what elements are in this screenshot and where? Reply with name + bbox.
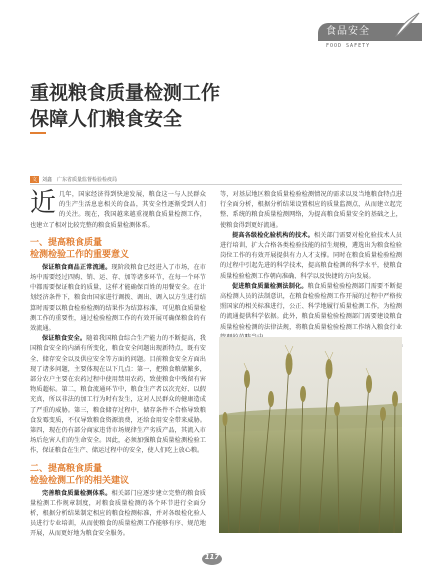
intro-paragraph	[30, 190, 206, 231]
left-column	[30, 190, 206, 540]
para-lead: 提高各级检化验机构的技术。	[232, 231, 314, 239]
article-title-line2: 保障人们粮食安全	[30, 108, 183, 130]
author-tag: 文	[32, 177, 38, 183]
section-2-num: 二、提高粮食质量	[30, 463, 103, 474]
para-lead: 完善粮食质量检测体系。	[42, 489, 112, 497]
drop-cap: 近	[30, 188, 57, 218]
banner-category: 食品安全	[326, 26, 370, 37]
section-2-title: 检验检测工作的相关建议	[30, 475, 130, 486]
para-text: 现阶段粮食已经进入了市场，在市场中需要经过四购、销、运、存、加等诸多环节，在每一个环节中都需要保证粮食的质量，这样才能确保百姓的用餐安全。在计划经济条件下，粮食由国家进行调拨、调出、调入以方生进行结算时需要以粮食检验检测的结果作为结算标准，可见粮食质量检测工作的重要性，通过检验检测工作的有效开展可确保粮食的有效流通。	[30, 263, 206, 333]
para-lead: 促进粮食质量检测法制化。	[232, 282, 308, 290]
wheat-field-illustration	[219, 337, 402, 533]
right-para-2	[220, 231, 402, 282]
wheat-field-photo	[219, 337, 402, 533]
para-lead: 保证粮食商品正常流通。	[42, 263, 112, 271]
para-text: 相关部门应逐步建立完整的粮食质量检测工作规章制度，对粮食质量检测的各个环节进行全面分析，根据分析结果制定相应的粮食检测标准，并对各级检化验人员进行专业培训，从而使粮食的质量检测工作能够有序、规范地开展，从而更好地为粮食安全服务。	[30, 489, 206, 538]
banner-category-en: FOOD SAFETY	[326, 43, 371, 49]
article-title-line1: 重视粮食质量检测工作	[30, 82, 221, 104]
para-text: 随着我国粮食综合生产能力的不断提高，我国粮食安全的内涵有所变化，粮食安全问题出现新特点，既有安全、储存安全以及供应安全等方面的问题。目前粮食安全方面出现了诸多问题，主要体现在以下几点：第一，把粮食粮储繁多，部分农户主要在农药过程中使用禁用农药，致使粮食中残留有害物质超标。第二，粮食流通环节中，粮食生产者以次充好、以假充真，所以非法的加工行为时有发生，这对人民群众的健康造成了严重的威胁。第三，粮食储存过程中，储存条件不合格导致粮食发霉变质，不仅导致粮食资源浪费，还给食用安全带来威胁。第四，现在仍有部分商家违背市场规律生产劣质产品，其流入市场后危害人们的生命安全。因此，必须加强粮食质量检测检验工作，保证粮食在生产、储运过程中的安全，使人们吃上放心粮。	[30, 335, 206, 455]
section-banner	[300, 10, 422, 50]
section-1-num: 一、提高粮食质量	[30, 237, 103, 248]
section-1-heading	[30, 237, 206, 261]
para-text: 等，对基层地区粮食质量检验检测情况的需求以及当地粮食特点进行全面分析，根据分析结果设置相应的质量监测点，从而建立起完整、系统的粮食质量检测网络，为提高粮食质量安全的基础之上，使粮食得到更好流通。	[220, 191, 402, 229]
right-para-3	[220, 282, 402, 343]
intro-text: 几年，国家经济得到快速发展，粮食这一与人民群众的生产生活息息相关的食品，其安全性逐渐受到人们的关注。现在，我国越来越重视粮食质量检测工作，也建立了相对比较完整的粮食质量检测体系。	[30, 191, 206, 229]
leaf-pen-icon	[392, 10, 422, 40]
para-text: 相关部门需要对检化验技术人员进行培训，扩大合格各类检验技能的招生规模，遴选出为粮食检验岗位工作的有效开展提供有力人才支撑。同时在粮食质量检验检测的过程中引起先进的科学技术，提高粮食检测的科学水平，使粮食质量检验检测工作朝向准确、科学以及快捷的方向发展。	[220, 231, 402, 280]
author-row	[30, 176, 117, 183]
section-1-title: 检测检验工作的重要意义	[30, 249, 130, 260]
section-2-heading	[30, 463, 206, 487]
divider	[30, 184, 402, 185]
author-name: 刘鑫 广东省质量监督检验检疫局	[42, 177, 118, 183]
page-number: 117	[204, 553, 220, 561]
right-para-1	[220, 190, 402, 231]
page-number-badge	[201, 552, 223, 566]
title-accent-rule	[30, 132, 46, 134]
section-2-para-1	[30, 489, 206, 540]
section-1-para-1	[30, 263, 206, 334]
section-1-para-2	[30, 334, 206, 456]
para-lead: 保证粮食安全。	[42, 335, 87, 343]
para-text: 粮食质量检验检测部门需要不断提高检测人员的法制意识，在粮食检验检测工作开展的过程中严格按照国家的相关标准进行，公正、科学地履行质量检测工作，为检测的流通提供科学依据。此外，粮食质量检验检测部门需要建设粮食质量检验检测的法律法规，将粮食质量检验检测工作纳入粮食行业	[220, 282, 403, 331]
